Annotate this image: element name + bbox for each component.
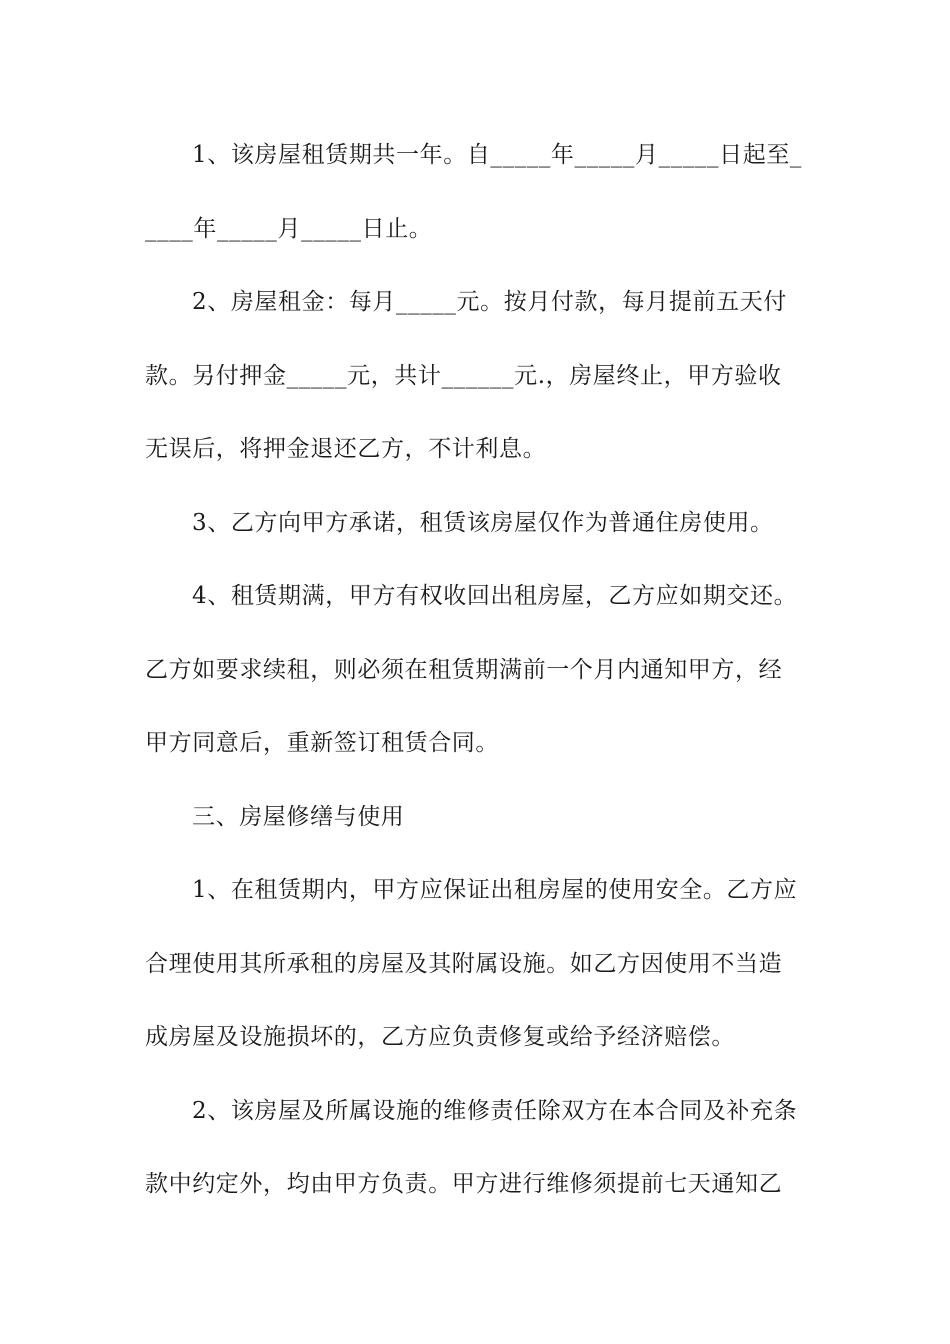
clause-4-line-2: 乙方如要求续租，则必须在租赁期满前一个月内通知甲方，经 — [145, 656, 783, 683]
clause-2-line-1: 2、房屋租金：每月_____元。按月付款，每月提前五天付 — [192, 289, 787, 315]
clause-1-line-1: 1、该房屋租赁期共一年。自_____年_____月_____日起至_ — [192, 142, 803, 168]
repair-clause-1-line-2: 合理使用其所承租的房屋及其附属设施。如乙方因使用不当造 — [145, 950, 783, 977]
clause-3-line-1: 3、乙方向甲方承诺，租赁该房屋仅作为普通住房使用。 — [192, 509, 774, 536]
clause-4-line-1: 4、租赁期满，甲方有权收回出租房屋，乙方应如期交还。 — [192, 583, 798, 609]
repair-clause-1-line-1: 1、在租赁期内，甲方应保证出租房屋的使用安全。乙方应 — [192, 877, 798, 903]
repair-clause-2-line-1: 2、该房屋及所属设施的维修责任除双方在本合同及补充条 — [192, 1097, 798, 1124]
clause-1-line-2: ____年_____月_____日止。 — [145, 215, 433, 242]
clause-2-line-2: 款。另付押金_____元，共计______元.，房屋终止，甲方验收 — [145, 362, 782, 389]
repair-clause-2-line-2: 款中约定外，均由甲方负责。甲方进行维修须提前七天通知乙 — [145, 1171, 783, 1197]
section-heading: 三、房屋修缮与使用 — [192, 803, 405, 830]
repair-clause-1-line-3: 成房屋及设施损坏的，乙方应负责修复或给予经济赔偿。 — [145, 1024, 735, 1050]
clause-2-line-3: 无误后，将押金退还乙方，不计利息。 — [145, 436, 547, 462]
document-body — [145, 128, 810, 1231]
clause-4-line-3: 甲方同意后，重新签订租赁合同。 — [145, 730, 499, 756]
